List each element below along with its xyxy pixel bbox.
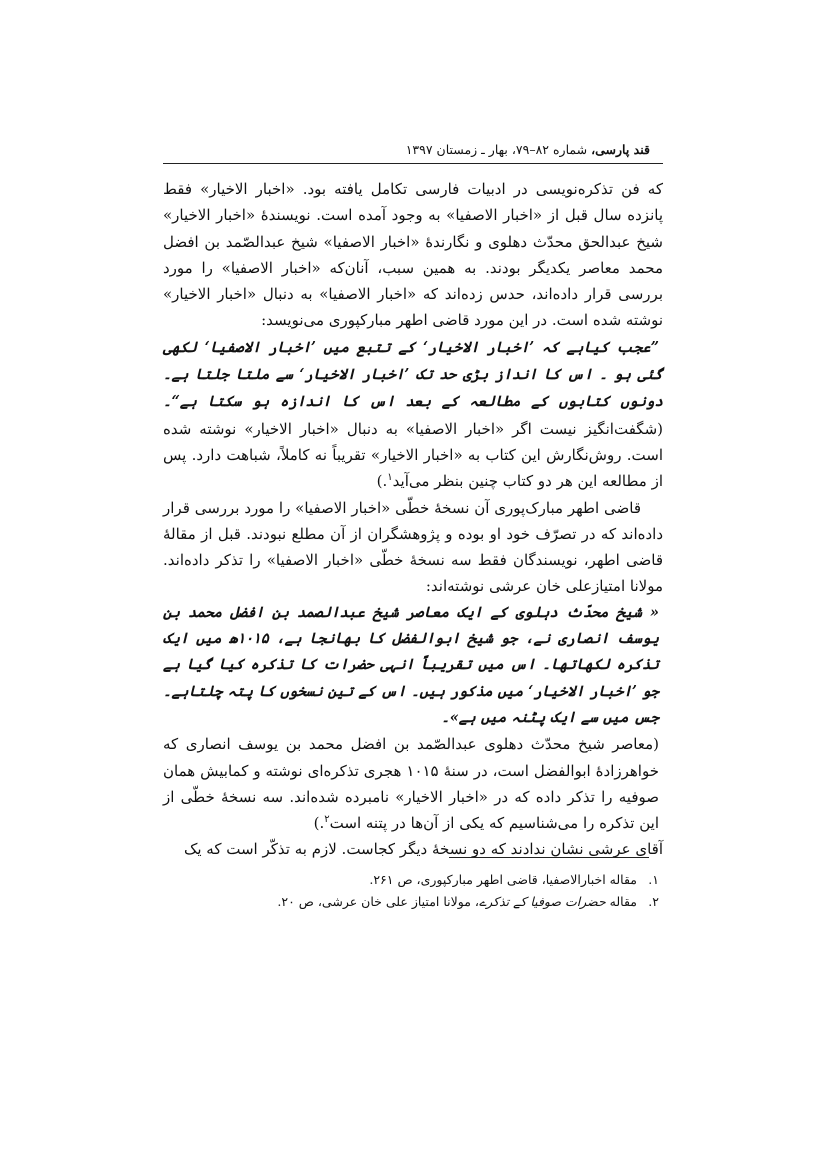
footnote-text: مقاله اخبارالاصفیا، قاضی اطهر مبارکپوری، ص ۲۶۱.	[369, 872, 637, 887]
quote-2-translation	[163, 731, 663, 836]
quote-2-end: .)	[313, 814, 325, 833]
footnote-number: ۱.	[648, 872, 659, 887]
persian-translation-1: (شگفت‌انگیز نیست اگر «اخبار الاصفیا» به دنبال «اخبار الاخیار» نوشته شده است. روش‌نگارش این کتاب به «اخبار الاخیار» تقریباً نه کاملاً، شباهت دارد. پس از مطالعه این هر دو کتاب چنین بنظر می‌آید	[163, 419, 663, 491]
footnote-separator	[449, 857, 649, 858]
quote-1	[163, 334, 663, 495]
footnote-ref-1[interactable]: ۱	[387, 472, 393, 484]
footnote-1	[163, 869, 663, 891]
footnotes	[163, 869, 663, 913]
footnote-book-title: حضرات صوفیا کے تذکرے	[478, 894, 606, 909]
header-rule	[163, 163, 663, 164]
footnote-number: ۲.	[648, 894, 659, 909]
persian-translation-2: (معاصر شیخ محدّث دهلوی عبدالصّمد بن افضل محمد بن یوسف انصاری که خواهرزادهٔ ابوالفضل است، در سنهٔ ۱۰۱۵ هجری تذکره‌ای نوشته و کمابیش همان صوفیه را تذکر داده که در «اخبار الاخیار» نامبرده شده‌اند. سه نسخهٔ خطّی از این تذکره را می‌شناسیم که یکی از آن‌ها در پتنه است	[163, 735, 659, 833]
urdu-quote-2: « شیخ محدّث دہلوی کے ایک معاصر شیخ عبدالصمد بن افضل محمد بن یوسف انصاری نے، جو شیخ ابوالفضل کا بھانجا ہے، ۱۰۱۵ھ میں ایک تذکرہ لکھاتھا۔ اس میں تقریباً انہی حضرات کا تذکرہ کیا گیا ہے جو ’اخبار الاخیار‘ میں مذکور ہیں۔ اس کے تین نسخوں کا پتہ چلتاہے۔ جس میں سے ایک پٹنہ میں ہے»۔	[163, 603, 659, 726]
paragraph-2: قاضی اطهر مبارک‌پوری آن نسخهٔ خطّی «اخبار الاصفیا» را مورد بررسی قرار داده‌اند که در تصرّف خود او بوده و پژوهشگران از آن مطلع نبودند. قبل از مقالهٔ قاضی اطهر، نویسندگان فقط سه نسخهٔ خطّی «اخبار الاصفیا» را تذکر داده‌اند. مولانا امتیازعلی خان عرشی نوشته‌اند:	[163, 498, 663, 596]
paragraph-1: که فن تذکره‌نویسی در ادبیات فارسی تکامل یافته بود. «اخبار الاخیار» فقط پانزده سال قبل از «اخبار الاصفیا» به وجود آمده است. نویسندهٔ «اخبار الاخیار» شیخ عبدالحق محدّث دهلوی و نگارندهٔ «اخبار الاصفیا» شیخ عبدالصّمد بن افضل محمد معاصر یکدیگر بودند. به همین سبب، آنان‌که «اخبار الاصفیا» را مورد بررسی قرار داده‌اند، حدس زده‌اند که «اخبار الاصفیا» به دنبال «اخبار الاخیار» نوشته شده است. در این مورد قاضی اطهر مبارکپوری می‌نویسد:	[163, 180, 663, 330]
footnote-ref-2[interactable]: ۲	[324, 814, 330, 826]
footnote-text-end: ، مولانا امتیاز علی خان عرشی، ص ۲۰.	[277, 894, 479, 909]
issue-info: شماره ۸۲–۷۹، بهار ـ زمستان ۱۳۹۷	[405, 142, 592, 157]
running-header	[170, 141, 650, 159]
journal-title: قند پارسی،	[591, 142, 650, 157]
footnote-text: مقاله	[605, 894, 637, 909]
footnote-2	[163, 891, 663, 913]
paragraph-3: آقای عرشی نشان ندادند که دو نسخهٔ دیگر کجاست. لازم به تذکّر است که یک	[183, 840, 663, 859]
main-text	[163, 176, 663, 863]
urdu-quote-1: ”عجب کیاہے کہ ’اخبار الاخیار‘ کے تتبع میں ’اخبار الاصفیا‘ لکھی گئی ہو ۔ اس کا انداز بڑی حد تک ’اخبار الاخیار‘ سے ملتا جلتا ہے۔ دونوں کتابوں کے مطالعہ کے بعد اس کا اندازہ ہو سکتا ہے“۔	[163, 338, 663, 411]
quote-1-end: .)	[376, 472, 388, 491]
